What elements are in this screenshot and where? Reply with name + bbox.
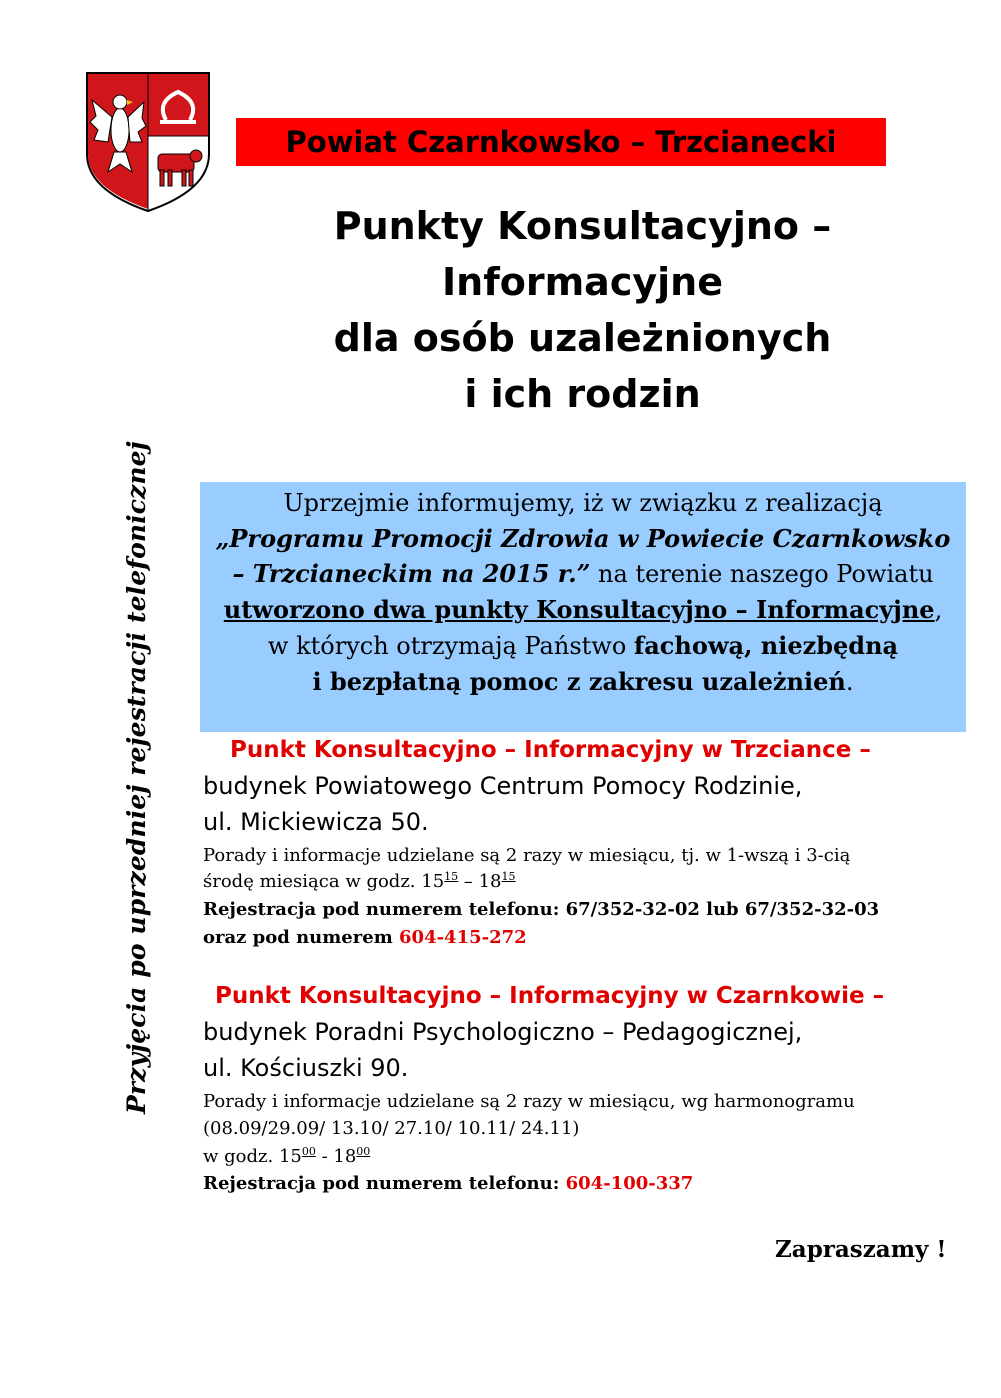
point1-phone: 604-415-272	[399, 927, 527, 948]
point1-address: ul. Mickiewicza 50.	[203, 808, 429, 836]
title-line-4: i ich rodzin	[464, 372, 701, 416]
side-note: Przyjęcia po uprzedniej rejestracji telefonicznej	[122, 441, 151, 1114]
point1-reg-text: oraz pod numerem	[203, 927, 400, 948]
point2-hours-text: w godz. 15	[203, 1146, 302, 1167]
intro-program-year: – Trzcianeckim na 2015 r.”	[232, 559, 591, 588]
point1-to-minutes: 15	[501, 870, 516, 883]
point2-address: ul. Kościuszki 90.	[203, 1054, 409, 1082]
intro-line-6-bold: i bezpłatną pomoc z zakresu uzależnień	[312, 667, 846, 696]
point1-registration: Rejestracja pod numerem telefonu: 67/352-32-02 lub 67/352-32-03	[203, 899, 880, 920]
page-title	[200, 198, 965, 422]
intro-line-4	[204, 592, 962, 628]
point2-dash: - 18	[315, 1146, 357, 1167]
intro-box	[200, 482, 966, 732]
point2-to-minutes: 00	[356, 1145, 371, 1158]
point1-title: Punkt Konsultacyjno – Informacyjny w Trzciance –	[230, 737, 871, 763]
point2-registration	[203, 1173, 693, 1194]
title-line-1: Punkty Konsultacyjno –	[333, 204, 832, 248]
point2-schedule-dates: (08.09/29.09/ 13.10/ 27.10/ 10.11/ 24.11)	[203, 1118, 580, 1139]
point2-phone: 604-100-337	[565, 1173, 694, 1194]
closing-text: Zapraszamy !	[775, 1236, 947, 1263]
point2-hours	[203, 1146, 370, 1167]
point2-building: budynek Poradni Psychologiczno – Pedagogicznej,	[203, 1018, 803, 1046]
intro-line-3	[204, 556, 962, 592]
point1-schedule-text: środę miesiąca w godz. 15	[203, 871, 445, 892]
title-line-3: dla osób uzależnionych	[333, 316, 832, 360]
point1-dash: – 18	[458, 871, 502, 892]
point1-registration-line2	[203, 927, 527, 948]
intro-line-5-text: w których otrzymają Państwo	[267, 632, 634, 660]
intro-line-1: Uprzejmie informujemy, iż w związku z realizacją	[283, 489, 883, 517]
intro-line-5-bold: fachową, niezbędną	[633, 631, 899, 660]
point2-reg-text: Rejestracja pod numerem telefonu:	[203, 1173, 566, 1194]
intro-line-3-rest: na terenie naszego Powiatu	[590, 560, 934, 588]
county-name: Powiat Czarnkowsko – Trzcianecki	[285, 125, 837, 159]
point1-schedule-line1: Porady i informacje udzielane są 2 razy w miesiącu, tj. w 1-wszą i 3-cią	[203, 845, 851, 866]
intro-line-5	[204, 628, 962, 664]
intro-period: .	[845, 668, 854, 696]
intro-line-6	[204, 664, 962, 700]
title-line-2: Informacyjne	[442, 260, 723, 304]
point1-building: budynek Powiatowego Centrum Pomocy Rodzinie,	[203, 772, 803, 800]
coat-of-arms-logo	[86, 72, 210, 212]
county-banner	[236, 118, 886, 166]
intro-program-name: „Programu Promocji Zdrowia w Powiecie Czarnkowsko	[215, 524, 951, 553]
point2-from-minutes: 00	[301, 1145, 316, 1158]
point1-from-minutes: 15	[444, 870, 459, 883]
intro-comma: ,	[934, 596, 943, 624]
point2-title: Punkt Konsultacyjno – Informacyjny w Czarnkowie –	[215, 983, 885, 1009]
point1-schedule-line2	[203, 871, 516, 892]
intro-points-created: utworzono dwa punkty Konsultacyjno – Informacyjne	[223, 595, 935, 624]
point2-schedule-line1: Porady i informacje udzielane są 2 razy w miesiącu, wg harmonogramu	[203, 1091, 855, 1112]
